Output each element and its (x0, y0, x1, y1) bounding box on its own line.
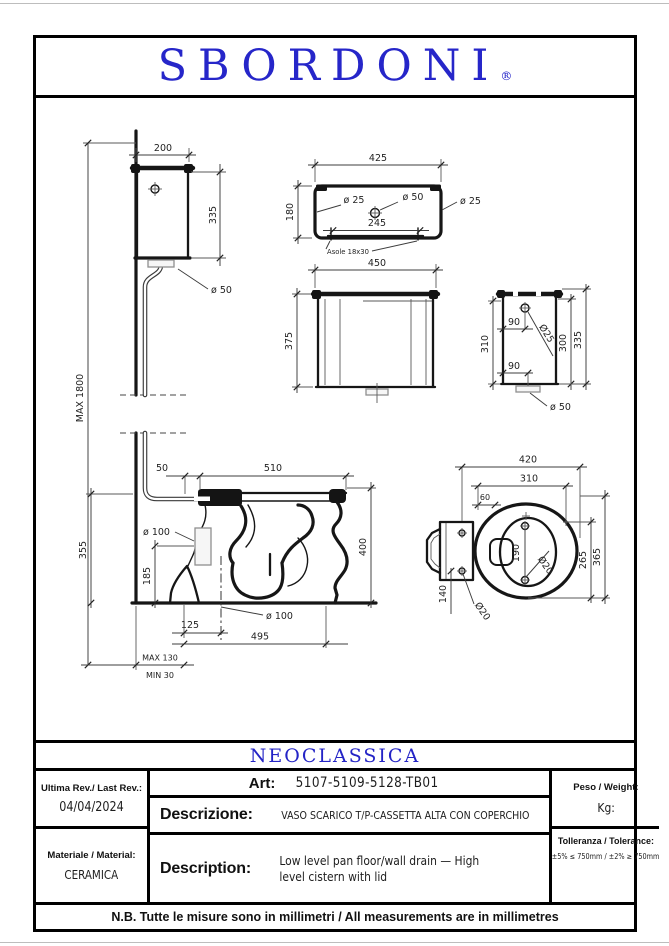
weight-label: Peso / Weight: (573, 782, 639, 793)
dim-front-height: 400 (358, 537, 369, 557)
dim-min-offset: MIN 30 (146, 671, 174, 680)
dim-side-height-mid: 300 (558, 333, 569, 353)
dim-pan-height: 355 (78, 540, 89, 560)
dim-side-height-inner: 310 (480, 334, 491, 354)
cistern-side-right-view (480, 284, 591, 413)
material-value: CERAMICA (64, 867, 119, 882)
dim-drain-height: 185 (142, 566, 153, 586)
tolerance-value: ±5% ≤ 750mm / ±2% ≥ 750mm (552, 852, 660, 861)
max-height-dimension (75, 140, 136, 668)
dim-outlet-offset: 90 (507, 361, 521, 372)
pan-side-view (78, 463, 376, 680)
article-value: 5107-5109-5128-TB01 (296, 775, 440, 791)
dim-cistern-front-height: 375 (284, 331, 295, 351)
title-block-table (36, 771, 660, 905)
cistern-top-view (285, 153, 481, 256)
brand-logo: SBORDONI (157, 41, 500, 91)
page-edge-bottom (0, 942, 669, 943)
last-rev-cell (36, 771, 147, 829)
dim-base-length: 495 (250, 631, 270, 643)
series-title: NEOCLASSICA (36, 743, 634, 771)
technical-drawing-area (36, 98, 634, 743)
dim-hole-span: 190 (511, 543, 522, 563)
article-label: Art: (248, 774, 276, 792)
material-label: Materiale / Material: (47, 849, 136, 861)
material-cell (36, 829, 147, 902)
dim-depth-inner: 265 (578, 550, 589, 570)
last-rev-value: 04/04/2024 (59, 799, 124, 815)
dim-drain-offset: 125 (180, 620, 200, 631)
description-value: Low level pan floor/wall drain — High level cistern with lid (279, 852, 480, 884)
pan-top-view (427, 455, 610, 623)
dim-side-height: 335 (573, 330, 584, 350)
dim-cistern-top-depth: 180 (285, 202, 296, 222)
dim-pan-length: 510 (263, 463, 283, 474)
label-seat-hole-dia: Ø20 (534, 554, 556, 577)
dim-wall-gap: 50 (155, 463, 169, 474)
table-column-left (36, 771, 147, 902)
weight-cell (552, 771, 659, 829)
dim-max-offset: MAX 130 (142, 653, 178, 663)
sheet-frame (33, 35, 660, 932)
page-edge-top (0, 3, 669, 4)
label-fixing-hole-dia: Ø25 (536, 322, 556, 345)
dim-depth: 365 (592, 547, 603, 567)
table-column-middle (147, 771, 552, 902)
label-hole-center: ø 50 (402, 192, 424, 203)
tolerance-label: Tolleranza / Tolerance: (557, 836, 655, 846)
dim-max-height: MAX 1800 (75, 373, 86, 423)
cistern-side-view (129, 143, 232, 296)
dim-hole-offset: 90 (507, 317, 521, 328)
descrizione-value: VASO SCARICO T/P-CASSETTA ALTA CON COPERCHIO (280, 808, 530, 822)
label-wall-drain: ø 100 (143, 527, 170, 538)
description-cell (150, 835, 549, 902)
technical-drawing (36, 98, 634, 738)
label-floor-drain: ø 100 (266, 611, 293, 622)
dim-cistern-side-height: 335 (208, 205, 219, 225)
tolerance-cell (552, 829, 659, 902)
dim-cistern-top-width: 425 (368, 153, 388, 164)
descrizione-label: Descrizione: (160, 806, 253, 823)
label-hole-right: ø 25 (460, 196, 481, 207)
label-slots: Asole 18x30 (327, 248, 369, 256)
description-label: Description: (160, 859, 251, 877)
measurements-note: N.B. Tutte le misure sono in millimetri / All measurements are in millimetres (111, 910, 559, 924)
weight-value: Kg: (597, 800, 615, 815)
label-cistern-outlet: ø 50 (211, 285, 232, 296)
cistern-front-view (284, 258, 443, 403)
dim-seat-width: 310 (519, 473, 539, 485)
label-bracket-hole-dia: Ø20 (471, 600, 493, 623)
registered-mark: ® (500, 68, 513, 83)
label-side-outlet: ø 50 (550, 402, 571, 413)
label-hole-left: ø 25 (343, 195, 365, 206)
dim-hinge-offset: 60 (479, 493, 491, 502)
descrizione-cell (150, 798, 549, 835)
dim-cistern-side-width: 200 (153, 143, 173, 154)
dim-slot-span: 245 (367, 218, 387, 229)
dim-bracket-span: 140 (438, 584, 449, 604)
article-cell (150, 771, 549, 798)
table-column-right (552, 771, 659, 902)
dim-cistern-front-width: 450 (367, 258, 387, 269)
header (36, 38, 634, 98)
last-rev-label: Ultima Rev./ Last Rev.: (40, 782, 142, 794)
dim-pan-top-width: 420 (518, 454, 538, 466)
